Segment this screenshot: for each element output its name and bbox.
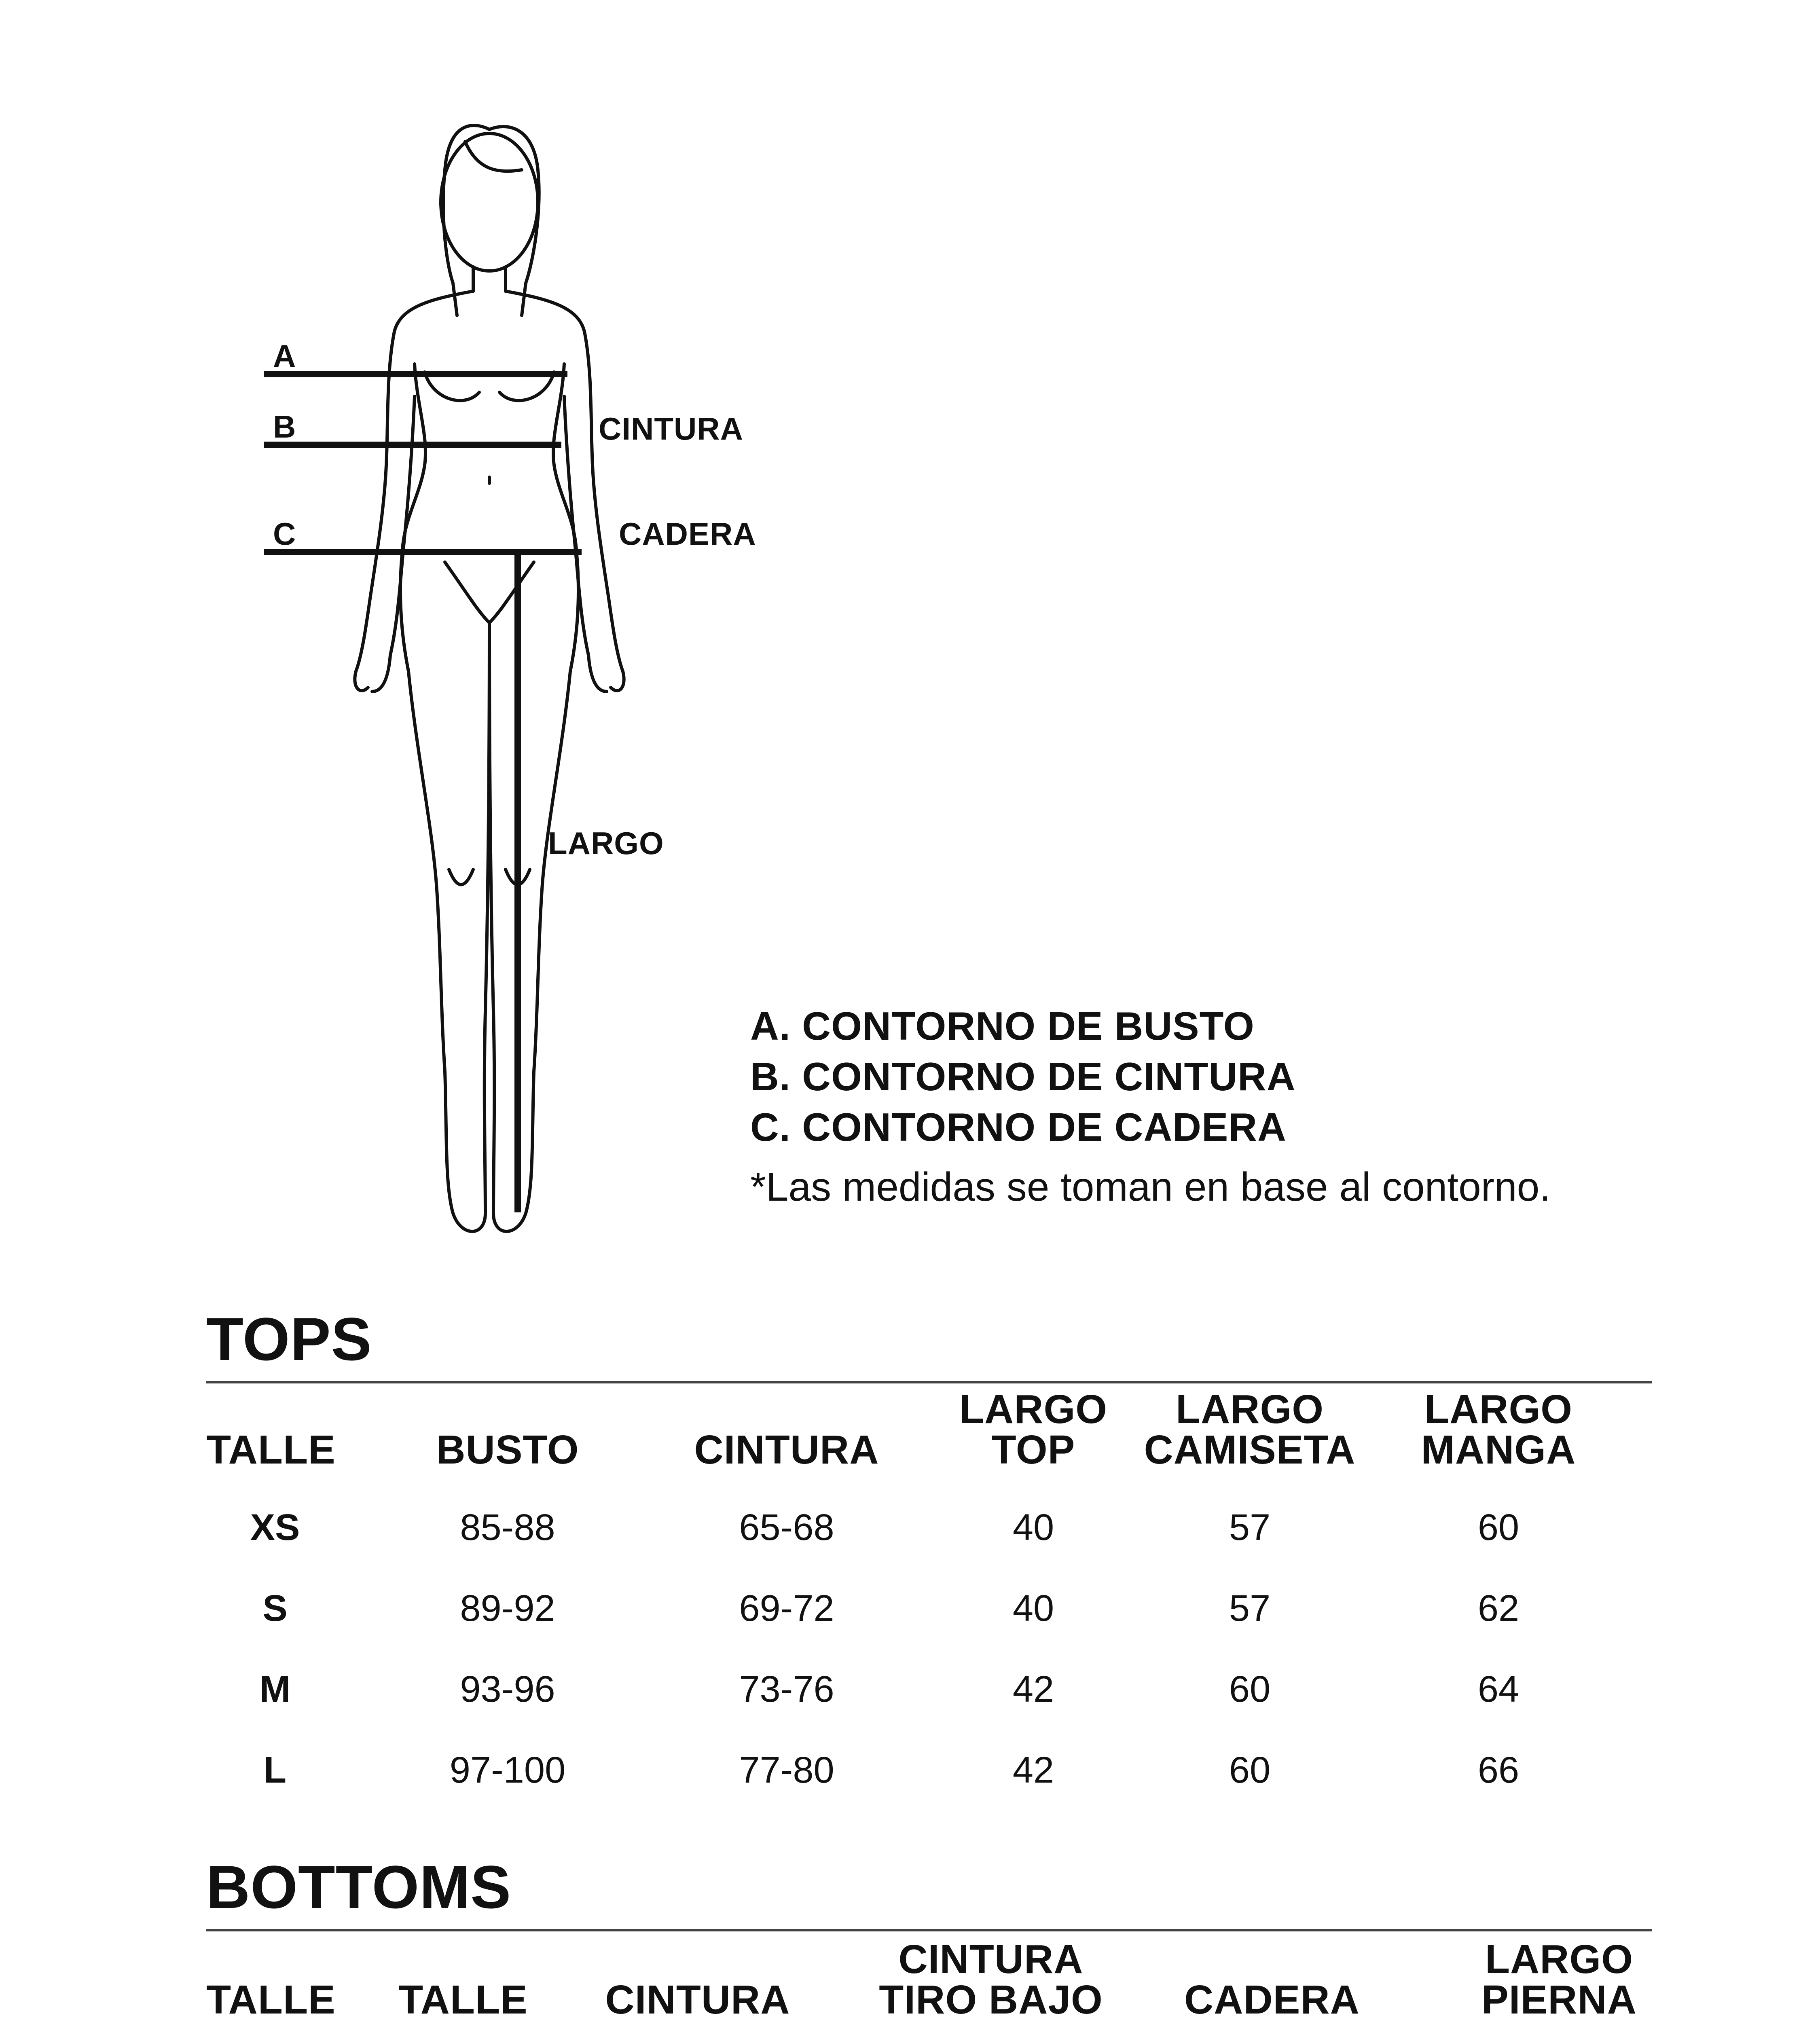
tops-cell-r0-c1: 85-88 (460, 1507, 555, 1548)
tops-cell-r1-c0: S (262, 1588, 288, 1629)
tops-header-2-line-0: CINTURA (694, 1427, 879, 1472)
measurement-legend (750, 1001, 1551, 1217)
tops-cell-r1-c5: 62 (1477, 1588, 1519, 1629)
bottoms-header-0 (206, 1977, 336, 2022)
tops-cell-r2-c2: 73-76 (739, 1669, 834, 1710)
tops-cell-r2-c0: M (259, 1669, 291, 1710)
tops-title: TOPS (206, 1305, 372, 1373)
bottoms-header-1-line-0: TALLE (398, 1977, 528, 2022)
tops-header-3-line-1: TOP (991, 1427, 1075, 1472)
legend-waist: B. CONTORNO DE CINTURA (750, 1054, 1296, 1099)
bottoms-header-3 (829, 1939, 1153, 2020)
bottoms-header-1 (398, 1977, 528, 2022)
tops-cell-r2-c5: 64 (1477, 1669, 1519, 1710)
tops-cell-r1-c2: 69-72 (739, 1588, 834, 1629)
bottoms-divider (206, 1929, 1652, 1931)
bottoms-header-5-line-0: LARGO (1485, 1937, 1634, 1982)
measurement-note: *Las medidas se toman en base al contorno. (750, 1164, 1551, 1210)
bottoms-header-5 (1397, 1939, 1721, 2020)
legend-hip: C. CONTORNO DE CADERA (750, 1105, 1287, 1149)
tops-cell-r2-c4: 60 (1229, 1669, 1271, 1710)
tops-header-1-line-0: BUSTO (436, 1427, 579, 1472)
tops-header-5-line-0: LARGO (1424, 1387, 1573, 1432)
tops-cell-r0-c5: 60 (1477, 1507, 1519, 1548)
bottoms-header-4-line-0: CADERA (1184, 1977, 1360, 2022)
tops-header-0 (206, 1427, 336, 1472)
bottoms-header-5-line-1: PIERNA (1481, 1977, 1637, 2022)
label-cintura: CINTURA (599, 411, 743, 446)
tops-cell-r3-c0: L (263, 1749, 287, 1791)
tops-cell-r1-c1: 89-92 (460, 1588, 555, 1629)
tops-cell-r2-c3: 42 (1012, 1669, 1054, 1710)
tops-cell-r0-c2: 65-68 (739, 1507, 834, 1548)
tops-header-4-line-1: CAMISETA (1144, 1427, 1356, 1472)
label-c: C (273, 516, 296, 552)
tops-cell-r3-c2: 77-80 (739, 1749, 834, 1791)
tops-header-5-line-1: MANGA (1421, 1427, 1576, 1472)
bottoms-title: BOTTOMS (206, 1853, 512, 1921)
bottoms-header-3-line-0: CINTURA (898, 1937, 1084, 1982)
label-largo: LARGO (548, 825, 664, 861)
tops-divider (206, 1381, 1652, 1383)
bottoms-header-3-line-1: TIRO BAJO (879, 1977, 1103, 2022)
tops-cell-r1-c3: 40 (1012, 1588, 1054, 1629)
bottoms-header-4 (1110, 1977, 1434, 2022)
tops-header-4-line-0: LARGO (1175, 1387, 1324, 1432)
label-b: B (273, 409, 296, 444)
tops-cell-r3-c4: 60 (1229, 1749, 1271, 1791)
label-cadera: CADERA (619, 516, 756, 552)
legend-bust: A. CONTORNO DE BUSTO (750, 1004, 1255, 1048)
bottoms-header-2-line-0: CINTURA (605, 1977, 790, 2022)
tops-cell-r0-c3: 40 (1012, 1507, 1054, 1548)
tops-cell-r0-c4: 57 (1229, 1507, 1271, 1548)
bottoms-header-0-line-0: TALLE (206, 1977, 336, 2022)
label-a: A (273, 338, 296, 374)
bottoms-header-2 (536, 1977, 859, 2022)
tops-header-5 (1337, 1389, 1660, 1470)
tops-header-0-line-0: TALLE (206, 1427, 336, 1472)
tops-header-3-line-0: LARGO (959, 1387, 1108, 1432)
tops-cell-r1-c4: 57 (1229, 1588, 1271, 1629)
tops-header-1 (346, 1427, 669, 1472)
tops-cell-r2-c1: 93-96 (460, 1669, 555, 1710)
tops-cell-r3-c3: 42 (1012, 1749, 1054, 1791)
tops-cell-r3-c5: 66 (1477, 1749, 1519, 1791)
tops-cell-r0-c0: XS (250, 1507, 300, 1548)
tops-cell-r3-c1: 97-100 (449, 1749, 566, 1791)
